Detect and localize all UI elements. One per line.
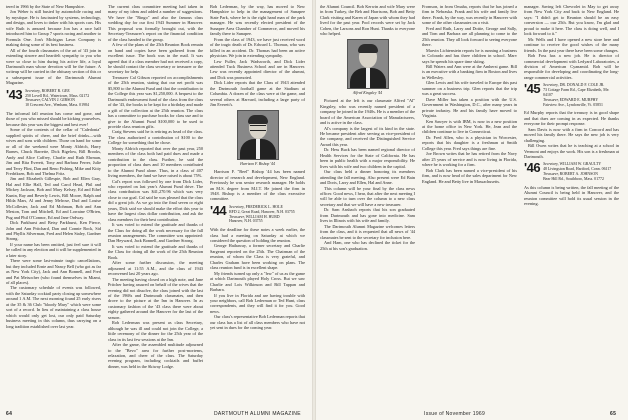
right-column-2 bbox=[422, 4, 517, 404]
paragraph: With the deadline for these notes a week earlier, the class had a meeting on Saturday at which we considered the question of holding the reunion. bbox=[210, 227, 305, 244]
paragraph: Dave Miller has taken a position with the U.S. Government in Washington, D.C., after many years in private industry. He and his family have moved to Virginia. bbox=[422, 96, 517, 119]
photo-figure bbox=[250, 125, 266, 131]
magazine-name: DARTMOUTH ALUMNI MAGAZINE bbox=[214, 411, 301, 417]
paragraph: Bob Foss has a new job. He is director of commercial development with Ledyard Laboratories, a division of American Cyanamid. Bob will be responsible for developing and coordinating the long-range commercial activities. bbox=[524, 53, 619, 80]
paragraph: Dick Lider reports that the Class of 1943 attended the Dartmouth football game at the Stadium at Columbia. A dozen of the class were at the game, and several others at Harvard, including a large party of Jim Everett's. bbox=[210, 80, 305, 108]
paragraph: the Alumni Council. Bob Kerwin and wife Mary were in from Turkey, the Beh and Harrisons, Bob and Betty Clark visiting and Karen of Japan with whom they had lived for the past year. Pool records were set by Jack Cohen, the Larsons and Ron Hunt. Thanks to everyone who helped. bbox=[320, 4, 415, 37]
paragraph: It was voted to extend the gratitude and thanks of the Class for doing all the work of the 25th Reunion Book. bbox=[108, 243, 203, 260]
paragraph: Mr. Wells and I have opened a new store here and continue to receive the good wishes of the many friends. In the past year there have been some changes. bbox=[524, 36, 619, 53]
paragraph: Marvin Lichtenstein reports he is running a business in Colorado and has three children in school. Marv says he spends his spare time skiing. bbox=[422, 47, 517, 64]
paragraph: The current class committee meeting had taken in many of my ideas and added a number of suggestions. We have the "Ringo" and also the famous class wedding day for our first 1943 Summer in Hanover. This proposal was formally brought out, with the Secretary-Treasurer's report on the financial condition of the class handed to the group. bbox=[108, 4, 203, 42]
class-heading-44 bbox=[210, 202, 305, 224]
paragraph: Joe Brown writes that he has retired from the Navy after 25 years of service and is now living in Florida, where he is working for a firm. bbox=[422, 151, 517, 168]
treasurer-label: Treasurer, bbox=[229, 214, 245, 219]
class-year: '44 bbox=[210, 202, 227, 218]
treasurer-address: Fairview Ave., Lyndonville, Vt. 05851 bbox=[543, 102, 604, 107]
paragraph: Bob Clark has been named a vice-president of his firm, and is now head of the sales department for New England. He and Betty live in Massachusetts. bbox=[422, 167, 517, 184]
portrait-photo bbox=[237, 110, 279, 160]
paragraph: Craig Stevens said he is retiring as head of the class. The class authorized a contribution of $100 to the College for something that he chose. bbox=[108, 129, 203, 146]
paragraph: George Hathaway, a former secretary and Charlie Sargeant reported on the 25th. The Chairman of the reunion, of whom the Class is very grateful, and Charles Graham have been working on plans. The class reunion fund is in excellent shape. bbox=[210, 243, 305, 271]
secretary-name: ROBERT R. GEE bbox=[41, 88, 70, 93]
class-officers bbox=[229, 205, 295, 224]
treasurer-label: Treasurer, bbox=[543, 97, 559, 102]
class-officers bbox=[25, 89, 89, 108]
secretary-label: Secretary, bbox=[543, 83, 559, 88]
paragraph: Glen Lewis and his wife traveled to Europe this past summer on a business trip. Glen reports that the trip was a great success. bbox=[422, 80, 517, 97]
class-year: '46 bbox=[524, 160, 541, 176]
paragraph: If your name has been omitted, just feel sure it will be called in any election and it will be supplemented in a later story. bbox=[6, 241, 101, 258]
paragraph: Dick Parkhurst and Betsy Parkhurst, Ken Pierce, John and Ann Pritchard, Dan and Connie Rock, Sid and Phyllis Silverman, Fred and Helen Staley, Gardner Strong. bbox=[6, 220, 101, 242]
treasurer-label: Treasurer, bbox=[25, 98, 41, 103]
secretary-address: RFD 2, Great Road, Hanover, N.H. 03755 bbox=[229, 209, 295, 214]
class-officers bbox=[543, 83, 619, 107]
secretary-label: Secretary, bbox=[25, 88, 41, 93]
treasurer-name: EDWARD E. MURPHY bbox=[559, 97, 599, 102]
paragraph: Harrison F. "Beel" Bishop '44 has been named director of research and development, New England. Previously he was senior research manager. He holds an M.S. degree from M.I.T. He joined the firm in 1948. Bishop is a member of the class executive committee. bbox=[210, 169, 305, 202]
secretary-label: Secretary, bbox=[229, 204, 245, 209]
photo-figure bbox=[248, 115, 268, 124]
class-year: '43 bbox=[6, 86, 23, 102]
paragraph: Our class's representative Bob Lederman reports that our class has a list of all class members who have not yet sent in dues for the coming year. bbox=[210, 314, 305, 331]
paragraph: Rob Lederman was present as class Secretary, although he was ill and could not join the College, a little ceremony of the dinner for the 25th year of the class in its last few sessions at the Inn. bbox=[108, 320, 203, 342]
paragraph: If you live in Florida and are having trouble with your neighbors, call Bob Lederman or Ted Hunt, class correspondents, and they will find it for you. Good news. bbox=[210, 292, 305, 314]
paragraph: This column will be your final by the class news officer. Good news, I hear, that after the next meeting I will be able to turn over the column to a new class secretary and that we will have a new treasurer. bbox=[320, 185, 415, 207]
left-column-1 bbox=[6, 4, 101, 404]
paragraph: A few of the plans of the 25th Reunion Book remain on hand and copies have been gathered from the excellent issue. The book was in the mail. It was agreed that if a class member had not received a copy, he should contact the class secretary or treasurer or the secretary for help. bbox=[108, 42, 203, 75]
paragraph: Lew Fuller, Jack Wadsworth, and Dick Lider attended Tuck Business School and are in Hanover. Lew was recently appointed director of the alumni, and Dick was promoted. bbox=[210, 58, 305, 80]
paragraph: And Ham, one who has declined the ticket for the 25th at his son's graduation. bbox=[320, 240, 415, 251]
paragraph: Bill Owen writes that he is teaching at a school in Vermont and enjoys the work. His son is a freshman at Dartmouth. bbox=[524, 143, 619, 159]
page-number: 65 bbox=[610, 411, 617, 417]
class-year: '45 bbox=[524, 81, 541, 97]
page-number: 64 bbox=[6, 411, 13, 417]
right-column-3 bbox=[524, 4, 619, 404]
left-column-3 bbox=[210, 4, 305, 404]
photo-caption: Harrison F. Bishop '44 bbox=[240, 161, 275, 166]
paragraph: Monty Aldrich reported that over the past year, 250 members of the class both had paid dues and made a contribution to the class. Further, he said the proportion of class dues and 10 members contributed to the Alumni Fund alone. Thus, in a class of 407 living members, the fund we have raised is about 75%. bbox=[108, 145, 203, 179]
paragraph: All of the fourth classmates of the art of '43 join in extending sincere and heartfelt sympathy to you who were so close to him during his active life, a loyal Dartmouth man whose devotion will be the future. A writeup will be carried in the obituary section of this or a subsequent issue of the Dartmouth Alumni Magazine. bbox=[6, 47, 101, 86]
page-footer-right bbox=[610, 411, 616, 417]
secretary-address: 48 Livingston Road, Hartford, Conn. 06117 bbox=[543, 167, 612, 172]
right-column-1 bbox=[320, 4, 415, 404]
treasurer-name: ROBERT A. JOHNSON bbox=[559, 172, 598, 176]
paragraph: From the class of 1943, we have just received word of the tragic death of Dr. Edward L. Thomas, who was killed in an accident. Dr. Thomas had been an active physician. We join in extending sympathy. bbox=[210, 36, 305, 59]
secretary-name: WILLIAM W. GRAULTY bbox=[559, 162, 602, 167]
class-heading-46 bbox=[524, 162, 619, 181]
treasurer-name: CALVIN J. GIBSON bbox=[41, 98, 75, 103]
paragraph: The customary schedule of events was followed, with the Saturday cocktail party closing up somewhere around 1 A.M. The next morning found 25 early risers at the 35 & 36 Club "bloody Mary" which were some sort of a record. In lieu of maintaining a class house which would only get lost, our only paid Saturday business meeting in this column, thus carrying on a long tradition established over last year. bbox=[6, 285, 101, 329]
photo-caption: Alfred Kingsley '44 bbox=[352, 90, 383, 95]
paragraph: There were some last-minute tragic cancellations, but they included Ernie and Nancy Bell (who got as far as New York City), Jack and Ann Bonnell, and Fred and Pat Meisocher (who found themselves in Miami, of all places). bbox=[6, 258, 101, 286]
paragraph: Our class held a dinner honoring its members attending the fall meeting. Also present were Ed Bain and Doris, Larry and Ellen, Hal and Anne. bbox=[320, 169, 415, 186]
photo-figure bbox=[366, 68, 370, 88]
right-page bbox=[314, 0, 628, 420]
treasurer-address: Bear Hill Rd., Southboro, Mass. 01772 bbox=[543, 176, 604, 181]
page-footer-left bbox=[6, 411, 12, 417]
paragraph: Bob Lederman, by the way, has moved to New Hampshire to help in the management of Sunapee State Park, where he is the right hand man of the park manager. He was recently elected president of the Sunapee Area Chamber of Commerce, and moved his family there to Sunapee. bbox=[210, 4, 305, 37]
paragraph: Jim and Elizabeth Gillespie, Bob and Ellen Gray, Hal and Ellie Hall, Ted and Carol Head, Phil and Mickey Jackson, Bob and Mary Kelsey, Ed and Ethel Kunin, Ray and Beverly Lewis, Bill Moore, Ralph and Hilda Mars, Al and Jenny Melrose, Dud and Louise McCollester, Jack and Ed Mohman, Bob and Ann Meston, Tom and Mitchell, Ed and Lorraine O'Brien, Pug and Phil O'Connor, Ed and Jane Ordway. bbox=[6, 176, 101, 220]
secretary-name: FREDERICK L. HOLE bbox=[245, 204, 283, 209]
paragraph: The informal fall reunion has come and gone, and those of you who missed should be kicking yourselves, because this year was the biggest and best ever! bbox=[6, 110, 101, 127]
treasurer-address: Hanover, N.H. 03755 bbox=[229, 219, 263, 224]
paragraph: After some further discussion, the meeting adjourned at 11:55 A.M., and the class of 1943 reconvened last 20 years ago. bbox=[108, 260, 203, 277]
secretary-label: Secretary, bbox=[543, 162, 559, 167]
paragraph: Fred and Ruth, Larry and Dottie, George and Sally, and Tom and Barbara are all planning to come to the 25th reunion. They all look forward to seeing everyone there. bbox=[422, 25, 517, 48]
left-column-2 bbox=[108, 4, 203, 404]
paragraph: Al's company is the largest of its kind in the state. He became president after serving as vice-president of the company, and received the Distinguished Service Award this year. bbox=[320, 125, 415, 147]
paragraph: Dr. Fred Allen, who is a physician in Worcester, reports that his daughter is a freshman at Smith College this year. Fred says things are fine. bbox=[422, 134, 517, 151]
treasurer-name: WILLIAM H. HURD bbox=[245, 214, 280, 219]
paragraph: Dr. Hess Buck has been named regional director of Health Services for the State of California. He has been in public health with a major responsibility. He lives with his wife and two children in the capital. bbox=[320, 147, 415, 169]
issue-label: Issue of November 1969 bbox=[424, 411, 486, 417]
paragraph: It was voted to extend the gratitude and thanks of the Class for doing all the work necessary for the fall reunion arrangements. The committee was appointed: Dan Heyward, Jack Bonnell, and Gardner Strong. bbox=[108, 222, 203, 244]
paragraph: Treasurer Cal Gibson reported on accomplishments of the 25th reunion, stating that our net profit was $5,800 to the Alumni Fund and that the contribution to the College this year was $1,250,000. A bequest to the Dartmouth endowment fund of the class from the class of the '43, the books to be kept for a birthday and made a gift of the collection at the 25th reunion. The class has a committee to purchase books for class use and to give to the Alumni Fund $100,000 to be used to provide class reunion gifts. bbox=[108, 74, 203, 129]
paragraph: As this column is being written, the fall meeting of the Alumni Council is being held in Hanover, and the reunion committee will hold its usual session in the evening. bbox=[524, 184, 619, 206]
treasurer-address: 10 Crescent Ave., Wenham, Mass. 01984 bbox=[25, 103, 89, 108]
paragraph: Fromson, in from Omaha, reports that he has joined a firm in Nebraska. Frank and his wife and family live there. Frank, by the way, was recently in Hanover with some of the other classmates on a visit. bbox=[422, 4, 517, 26]
class-heading-43 bbox=[6, 86, 101, 108]
paragraph: tered in 1966 by the State of New Hampshire. bbox=[6, 4, 85, 9]
secretary-address: 250 Lovell Rd., Watertown, Mass. 02172 bbox=[25, 93, 90, 98]
paragraph: Bill Waters and Ann were at the Amherst game. Bill is an executive with a banking firm in Boston and lives in Wellesley. bbox=[422, 63, 517, 80]
paragraph: Cal's report was followed by one from Dick Lider, who reported on last year's Alumni Fund drive. The class contribution was $41,270.96 which was very close to our goal. Cal said he was pleased that the class did a great job. As we go into the final seven or eight years, Dick said we should make the effort this year to have the largest class dollar contribution, and ask the class members for their best contribution. bbox=[108, 178, 203, 222]
class-officers bbox=[543, 162, 611, 181]
paragraph: Some of the contents of the cellar of "Caledonia" supplied spirits of cheer, and the brief drinks—with wives and sons with children. Those on hand for some or all of the weekend were Monty Aldrich, Harry Barnes, Chuck Barrette, Dick Bigelow, Bill Brooks, Andy and Alice Caffrey, Charlie and Ruth Ehrman, Jim and Rita Everett, Tony and Barbara Ferrer, Julie and Terry Flint, Dan and Reno Fishing, Mike and Kitty Fredriksen, Bob and Thelma Fritz. bbox=[6, 127, 101, 176]
paragraph: Pictured at the left is our classmate Alfred "Al" Kingsley, who was recently named president of a company he joined in the 1940s. He is a member of the board of the American Association of Manufacturers, and is active in the class. bbox=[320, 98, 415, 126]
photo-figure bbox=[256, 139, 260, 159]
portrait-photo bbox=[347, 39, 389, 89]
treasurer-label: Treasurer, bbox=[543, 172, 559, 176]
paragraph: After the game, the assembled multitude adjourned to the "Bevo" area for further post-mortems, relaxation, and cheer of the class. The Saturday evening program, including cocktails and buffet dinner, was held in the Skiway Lodge. bbox=[108, 342, 203, 369]
paragraph: manager. Saving left Chevrolet in May to get away from New York City and back to New England. He says: "I didn't get to Reunion should be an easy conversion — our 25th. But you know, I'm glad and proud to make it here. The class is doing well, and I look forward to it." bbox=[524, 4, 619, 37]
paragraph: Sam Davis is now with a firm in Concord and has moved his family there. He says the new job is very challenging. bbox=[524, 126, 619, 143]
paragraph: The meeting having closed on a high note, and Jane Pritcher having assured on behalf of the wives that the evening did not dissolve, the class joined with the last of the 1968s and Dartmouth classmates, and then drove to the picture at the Inn in Hanover. In as customary fashion of the '43 class there were about eighty gathered around the Hanover for the last of the season. bbox=[108, 276, 203, 320]
paragraph: Ken Sawyer is with IBM, is now in a new position at the home office in New York. He, Jean and the children continue to live in Connecticut. bbox=[422, 118, 517, 135]
paragraph: Ed Murphy reports that the treasury is in good shape and that dues are coming in as expected. He thanks everyone for their prompt response. bbox=[524, 110, 619, 127]
class-heading-45 bbox=[524, 83, 619, 107]
secretary-name: DR. DONALD F. COLE JR. bbox=[559, 83, 605, 88]
paragraph: My friends turned up only a "few" of us as the game at which Dartmouth played Holy Cross. But we saw Charlie and Lois Wilkinson and Bill Tappan and Barbara. bbox=[210, 270, 305, 293]
paragraph: Jon Weber is still busied by automobile racing and by mystique. He is fascinated by systems, technology, and design, and loves to tinker with his sports cars. His wife Ruth is amused because Jon has a race half introduced him to Group 7 sports racing and another to Formula One. Jon's Michigan Lawn Company is making doing some of its best business. bbox=[6, 9, 101, 48]
secretary-address: 73 Cottage Farm Rd., Cape Elizabeth, Me. 04107 bbox=[543, 88, 610, 97]
paragraph: The Dartmouth Alumni Magazine welcomes letters from the class, and it is requested that all news of '44 classmates be sent to the secretary for inclusion here. bbox=[320, 223, 415, 240]
paragraph: Dr. Sam Ansbach reports that his son graduated from Dartmouth and has gone into medicine. Sam lives in Illinois with his wife and family. bbox=[320, 207, 415, 224]
photo-figure bbox=[358, 44, 378, 53]
